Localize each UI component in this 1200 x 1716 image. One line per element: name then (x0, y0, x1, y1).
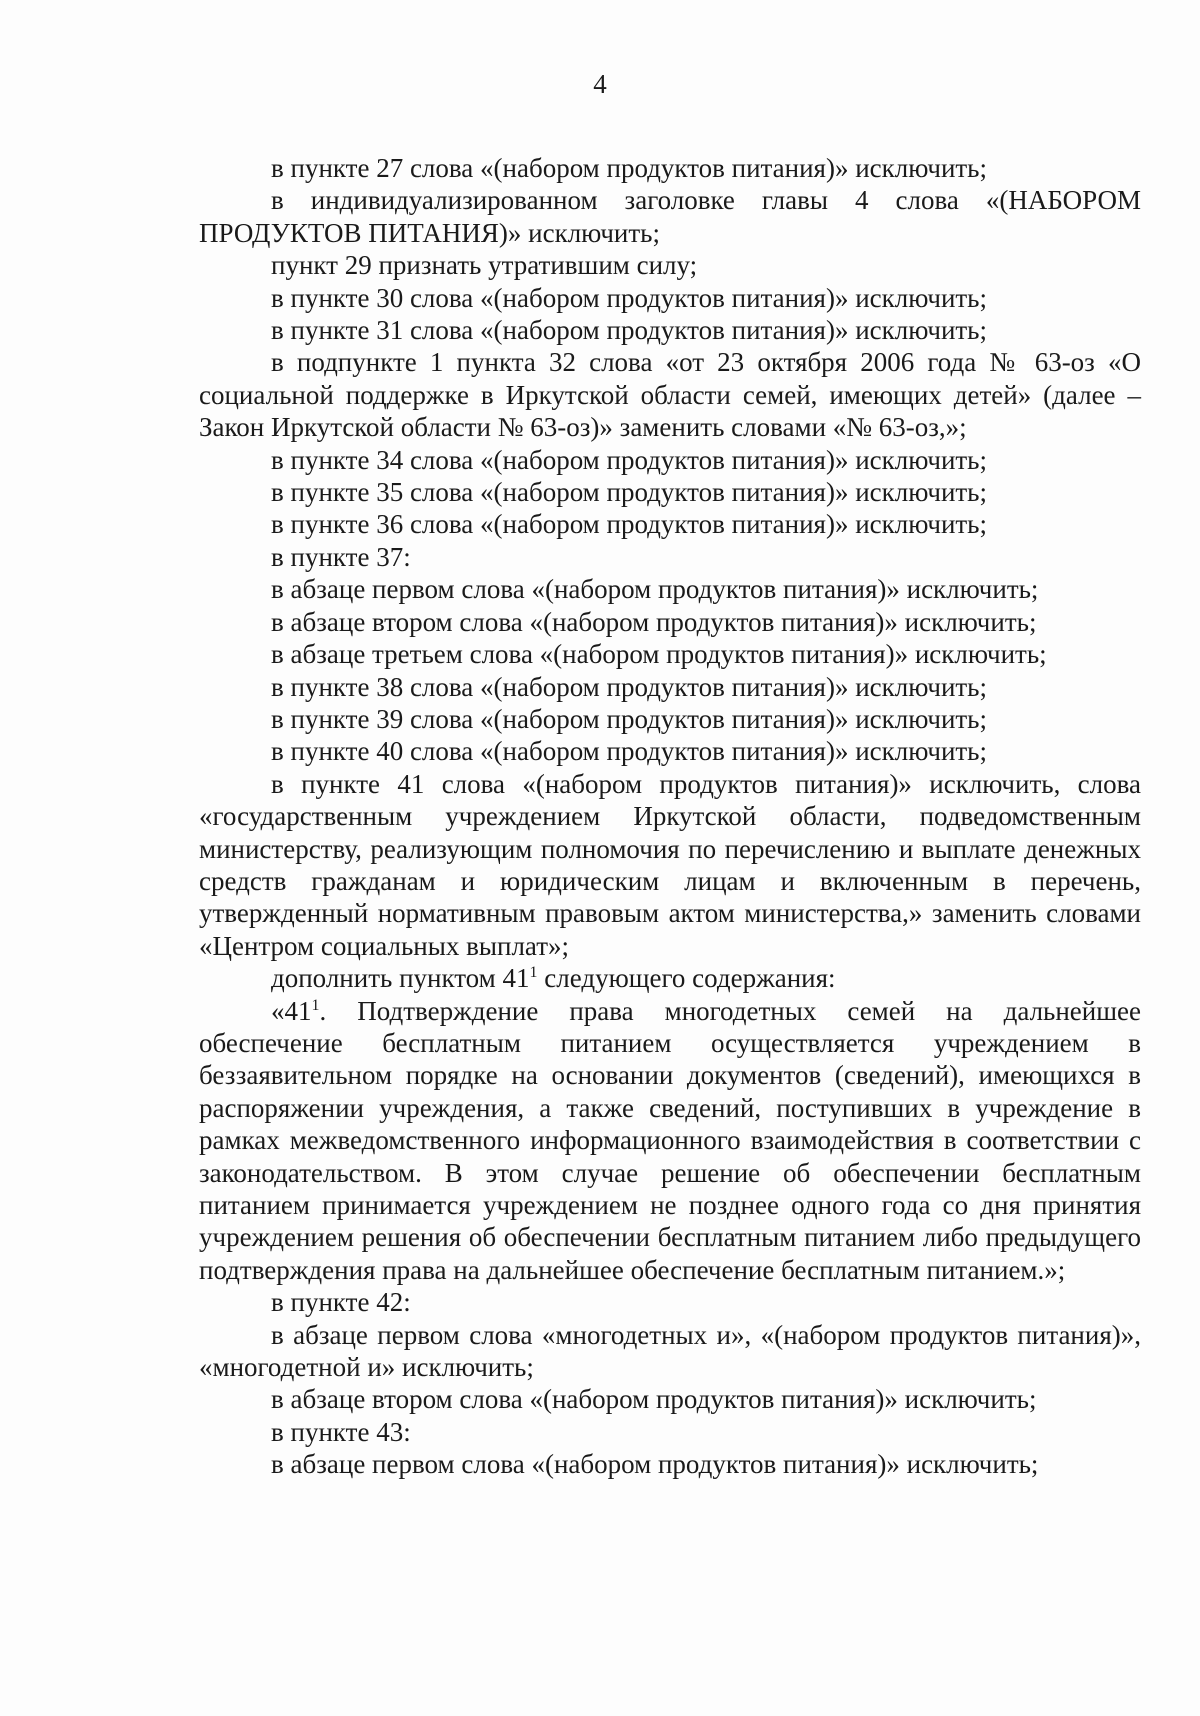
paragraph: в пункте 38 слова «(набором продуктов питания)» исключить; (271, 671, 988, 702)
new-point-paragraph (199, 995, 1141, 1287)
paragraph: в абзаце втором слова «(набором продуктов питания)» исключить; (271, 1384, 1037, 1415)
add-point-text: дополнить пунктом 41 (271, 963, 530, 994)
add-point-paragraph (199, 962, 1141, 994)
paragraph: в абзаце первом слова «(набором продуктов питания)» исключить; (271, 1449, 1039, 1480)
new-point-number: «41 (271, 995, 312, 1026)
paragraph: в пункте 41 слова «(набором продуктов питания)» исключить, слова «государственным учреждением Иркутской области, подведомственным министерству, реализующим полномочия по перечислению и выплате денежных средств гражданам и юридическим лицам и включенным в перечень, утвержденный нормативным правовым актом министерства,» заменить словами «Центром социальных выплат»; (199, 768, 1141, 961)
paragraph: в пункте 31 слова «(набором продуктов питания)» исключить; (271, 315, 988, 346)
paragraph: в пункте 37: (271, 541, 411, 572)
new-point-text: . Подтверждение права многодетных семей на дальнейшее обеспечение бесплатным питанием осуществляется учреждением в беззаявительном порядке на основании документов (сведений), имеющихся в распоряжении учреждения, а также сведений, поступивших в учреждение в рамках межведомственного информационного взаимодействия в соответствии с законодательством. В этом случае решение об обеспечении бесплатным питанием принимается учреждением не позднее одного года со дня принятия учреждением решения об обеспечении бесплатным питанием либо предыдущего подтверждения права на дальнейшее обеспечение бесплатным питанием.»; (199, 995, 1141, 1285)
paragraph: в пункте 30 слова «(набором продуктов питания)» исключить; (271, 282, 988, 313)
paragraph: в пункте 36 слова «(набором продуктов питания)» исключить; (271, 509, 988, 540)
paragraph: в индивидуализированном заголовке главы 4 слова «(НАБОРОМ ПРОДУКТОВ ПИТАНИЯ)» исключить; (199, 185, 1141, 248)
paragraph: в пункте 35 слова «(набором продуктов питания)» исключить; (271, 477, 988, 508)
new-point-superscript: 1 (311, 996, 320, 1014)
paragraph: в абзаце втором слова «(набором продуктов питания)» исключить; (271, 606, 1037, 637)
paragraph: в абзаце третьем слова «(набором продуктов питания)» исключить; (271, 639, 1047, 670)
paragraph: в пункте 34 слова «(набором продуктов питания)» исключить; (271, 444, 988, 475)
add-point-superscript: 1 (529, 964, 538, 982)
paragraph: в абзаце первом слова «многодетных и», «(набором продуктов питания)», «многодетной и» исключить; (199, 1319, 1141, 1383)
page-number: 4 (593, 69, 607, 99)
paragraph: в абзаце первом слова «(набором продуктов питания)» исключить; (271, 574, 1039, 605)
paragraph: в пункте 40 слова «(набором продуктов питания)» исключить; (271, 736, 988, 767)
add-point-text-tail: следующего содержания: (537, 963, 836, 994)
paragraph: в пункте 43: (271, 1416, 411, 1447)
document-body (199, 152, 1141, 1481)
paragraph: пункт 29 признать утратившим силу; (271, 250, 698, 281)
paragraph: в пункте 27 слова «(набором продуктов питания)» исключить; (271, 153, 988, 183)
paragraph: в пункте 42: (271, 1287, 411, 1318)
paragraph: в подпункте 1 пункта 32 слова «от 23 октября 2006 года № 63-оз «О социальной поддержке в Иркутской области семей, имеющих детей» (далее – Закон Иркутской области № 63-оз)» заменить словами «№ 63-оз,»; (199, 347, 1141, 443)
paragraph: в пункте 39 слова «(набором продуктов питания)» исключить; (271, 703, 988, 734)
